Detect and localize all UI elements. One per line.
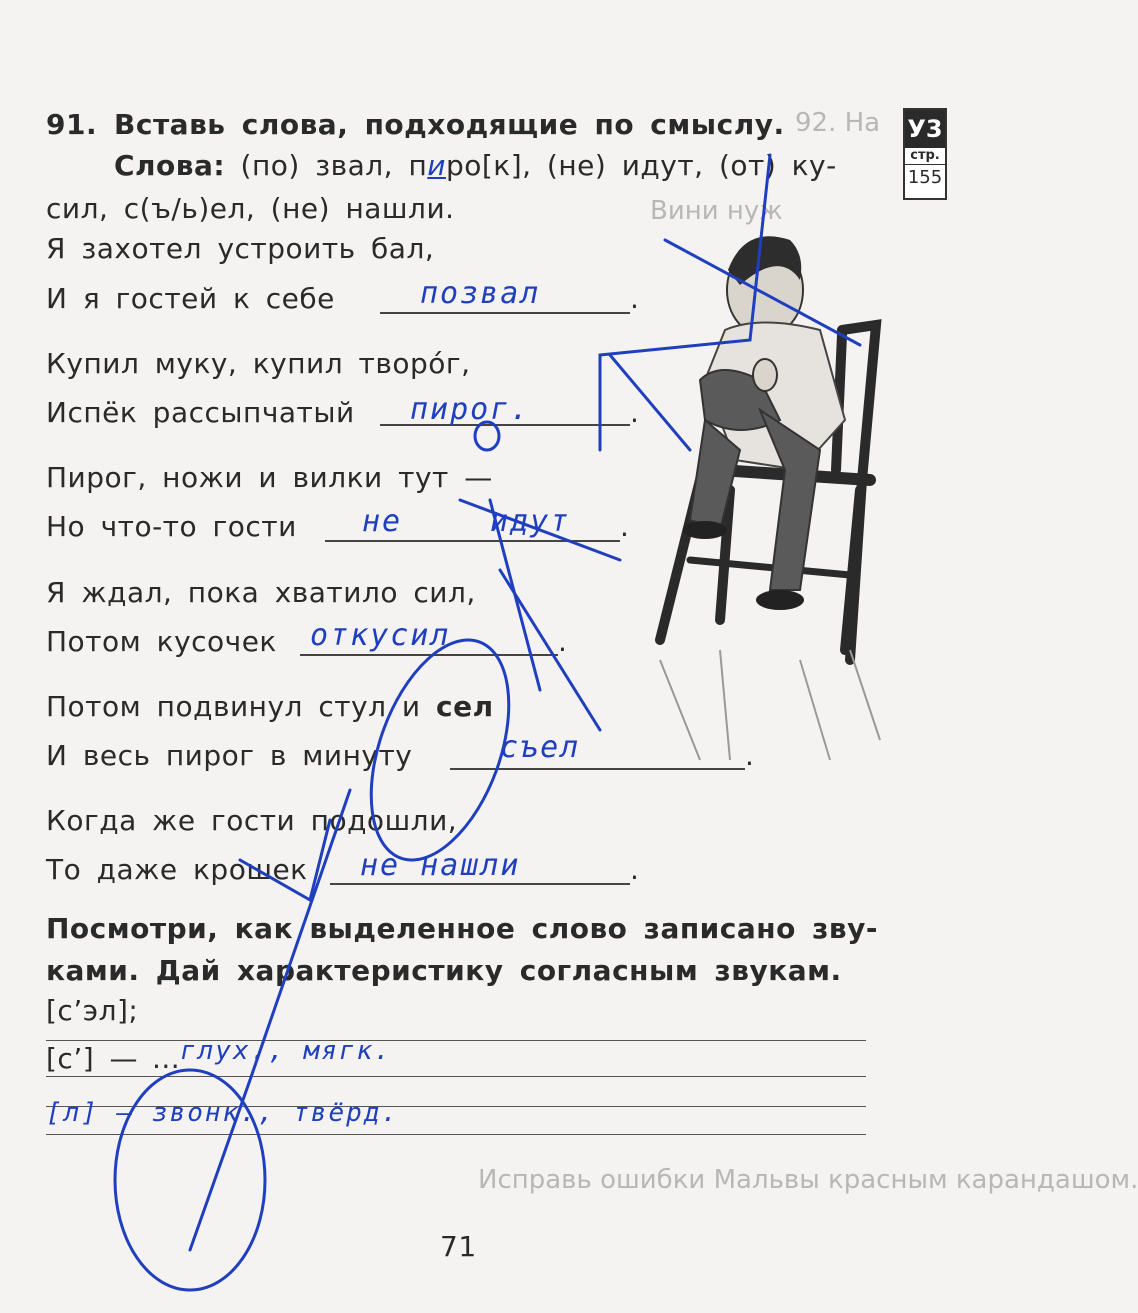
badge-series: У3 bbox=[905, 110, 945, 148]
poem-line-8: Потом кусочек bbox=[46, 625, 277, 658]
exercise-title: Вставь слова, подходящие по смыслу. bbox=[114, 108, 785, 141]
sound-answer-2: [л] – звонк., твёрд. bbox=[46, 1098, 400, 1128]
poem-line-3: Купил муку, купил творо́г, bbox=[46, 347, 471, 380]
poem-line-2: И я гостей к себе bbox=[46, 282, 335, 315]
exercise-number: 91. bbox=[46, 108, 98, 141]
dot-4: . bbox=[558, 625, 568, 658]
inserted-letter: и bbox=[427, 149, 446, 182]
transcription: [с’эл]; bbox=[46, 994, 139, 1027]
answer-1: позвал bbox=[420, 276, 541, 311]
words-text-1-rest: ро[к], (не) идут, (от) ку- bbox=[445, 149, 837, 182]
answer-line-3 bbox=[325, 540, 620, 542]
task2-line-1: Посмотри, как выделенное слово записано зву- bbox=[46, 912, 878, 945]
page-number: 71 bbox=[440, 1230, 477, 1263]
words-text-1: (по) звал, п bbox=[240, 149, 428, 182]
task2-line-2: ками. Дай характеристику согласным звукам. bbox=[46, 954, 842, 987]
poem-line-6: Но что-то гости bbox=[46, 510, 297, 543]
poem-line-11: Когда же гости подошли, bbox=[46, 804, 458, 837]
dot-2: . bbox=[630, 396, 640, 429]
answer-4: откусил bbox=[310, 618, 451, 653]
bleed-text-2: Вини нуж bbox=[650, 196, 783, 226]
poem-line-5: Пирог, ножи и вилки тут — bbox=[46, 461, 493, 494]
highlighted-word: сел bbox=[436, 690, 494, 723]
answer-5: съел bbox=[500, 730, 581, 765]
chair-illustration bbox=[660, 325, 876, 660]
answer-3b: идут bbox=[490, 504, 571, 539]
poem-line-1: Я захотел устроить бал, bbox=[46, 232, 435, 265]
poem-line-10: И весь пирог в минуту bbox=[46, 739, 413, 772]
write-line-1 bbox=[46, 1040, 866, 1041]
answer-2: пирог. bbox=[410, 392, 531, 427]
page-ref-badge bbox=[903, 108, 947, 200]
boy-illustration bbox=[660, 236, 880, 760]
write-line-2 bbox=[46, 1076, 866, 1077]
dot-5: . bbox=[745, 739, 755, 772]
words-line-1 bbox=[114, 149, 837, 182]
words-label: Слова: bbox=[114, 149, 226, 182]
answer-line-6 bbox=[330, 883, 630, 885]
dot-3: . bbox=[620, 510, 630, 543]
answer-line-4 bbox=[300, 654, 558, 656]
poem-line-9 bbox=[46, 690, 494, 723]
poem-line-7: Я ждал, пока хватило сил, bbox=[46, 576, 476, 609]
poem-line-4: Испёк рассыпчатый bbox=[46, 396, 355, 429]
badge-page-label: стр. bbox=[910, 148, 940, 163]
dot-6: . bbox=[630, 853, 640, 886]
answer-line-1 bbox=[380, 312, 630, 314]
words-line-2: сил, с(ъ/ь)ел, (не) нашли. bbox=[46, 192, 455, 225]
write-line-4 bbox=[46, 1134, 866, 1135]
sound-dots: ... bbox=[152, 1042, 181, 1075]
poem-line-9-text: Потом подвинул стул и bbox=[46, 690, 436, 723]
poem-line-12: То даже крошек bbox=[46, 853, 308, 886]
sound-answer-1: глух., мягк. bbox=[180, 1036, 392, 1066]
badge-page-number: 155 bbox=[905, 164, 945, 191]
dot-1: . bbox=[630, 282, 640, 315]
sound-label: [с’] — bbox=[46, 1042, 139, 1075]
answer-line-5 bbox=[450, 768, 745, 770]
bleed-text-1: 92. На bbox=[795, 108, 881, 138]
answer-6: не нашли bbox=[360, 848, 521, 883]
answer-3a: не bbox=[362, 504, 403, 539]
bleed-text-3: Исправь ошибки Мальвы красным карандашом. bbox=[478, 1165, 1138, 1195]
